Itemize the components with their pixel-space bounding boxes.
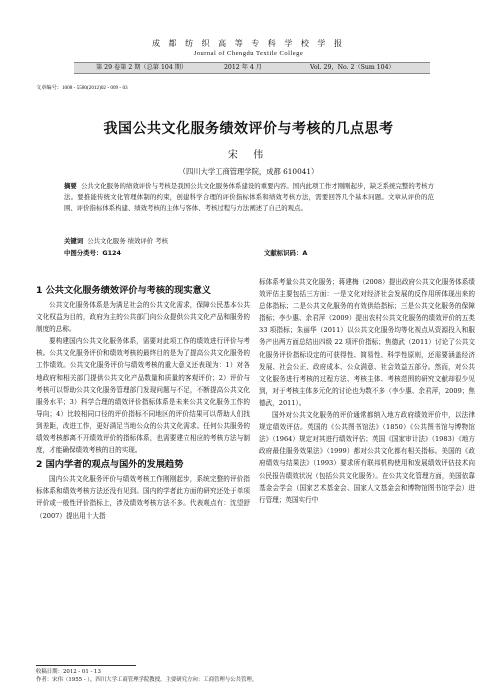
footnote-divider	[36, 665, 136, 666]
left-paragraph-1: 公共文化服务体系是为满足社会的公共文化需求，保障公民基本公共文化权益为目的，政府为主的公共部门向公众提供公共文化产品和服务的制度的总称。	[36, 301, 250, 334]
abstract-label: 摘要	[64, 182, 77, 190]
author-bio: 作者：宋伟（1955 - ），四川大学工商管理学院教授。主要研究方向：工商管理与公共管理。	[36, 677, 258, 683]
right-paragraph-2: 国外对公共文化服务的评价通常都纳入地方政府绩效评价中，以法律规定绩效评估。英国的《公共图书馆法》（1850）《公共图书馆与博物馆法》（1964）规定对其进行绩效评估；英国《国家审计法》（1983）《地方政府最佳服务效果法》（1999）都对公共文化都有相关指标。美国的《政府绩效与结果法》（1993）要求所有联邦机构使用和发展绩效评估技术向公民报告绩效状况（包括公共文化服务）。在公共文化管理方面，美国依靠基金会学会（国家艺术基金会、国家人文基金会和博物馆图书馆学会）进行管理；英国实行中	[259, 411, 475, 504]
classification-number	[64, 248, 121, 257]
footnote	[36, 668, 257, 684]
article-title: 我国公共文化服务绩效评价与考核的几点思考	[103, 121, 394, 137]
class-value: G124	[102, 249, 121, 257]
section-2-heading: 2 国内学者的观点与国外的发展趋势	[36, 459, 184, 471]
keywords-label: 关键词	[64, 237, 84, 245]
article-number: 文章编号：1008 - 5580(2012)02 - 009 - 03	[36, 85, 128, 91]
issue-bar	[74, 62, 430, 74]
received-date: 收稿日期：2012 - 01 - 13	[36, 669, 101, 675]
journal-name-en: Journal of Chengdu Textile College	[193, 50, 304, 57]
abstract	[64, 181, 434, 213]
document-code	[264, 248, 307, 257]
doc-code-label: 文献标识码：	[264, 249, 303, 257]
doc-code-value: A	[302, 249, 308, 257]
left-paragraph-3: 国内公共文化服务评价与绩效考核工作刚刚起步，系统完整的评价指标体系和绩效考核方法还没有见到。国内的学者此方面的研究还处于单项评价或一般性评价指标上，涉及绩效考核方法不多。代表观点有：沈望舒（2007）提出用十大指	[36, 475, 250, 520]
author-affiliation: （四川大学工商管理学院，成都 610041）	[178, 167, 319, 176]
issue-date: 2012 年 4 月	[224, 64, 262, 71]
left-column	[36, 282, 250, 522]
keywords-text: 公共文化服务 绩效评价 考核	[87, 237, 168, 245]
author-name: 宋 伟	[227, 150, 270, 161]
section-1-heading: 1 公共文化服务绩效评价与考核的现实意义	[36, 285, 211, 296]
right-paragraph-1: 标体系考量公共文化服务；蒋建梅（2008）提出政府公共文化服务体系绩效评估主要包括三方面：一是文化对经济社会发展的反作用所体现出来的总体指标；二是公共文化服务的有效供给指标；三是公共文化服务的保障指标；李少惠、余君萍（2009）提出农村公共文化服务的绩效评价的五类 33 项指标；朱丽华（2011）以公共文化服务均等化视点从资源投入和服务产出两方面总结出四级 22 项评价指标；焦德武（2011）讨论了公共文化服务评价指标设定的可获得性、简易性、科学性原则，还需要涵盖经济发展、社会公正、政府成本、公众满意、社会效益五部分。然而，对公共文化服务进行考核的过程方法、考核主体、考核范围的研究文献却很少见到，对于考核主体多元化的讨论也为数不多（李少惠、余君萍，2009；焦德武，2011）。	[259, 278, 475, 407]
right-column	[259, 276, 475, 506]
left-paragraph-2: 要构建国内公共文化服务体系，需要对此项工作的绩效进行评价与考核。公共文化服务评价和绩效考核的最终目的是为了提高公共文化服务的工作绩效。公共文化服务评价与绩效考核的重大意义还表现为：1）对各地政府和相关部门提供公共文化产品数量和质量的客观评价；2）评价与考核可以帮助公共文化服务管理部门发现问题与不足，不断提高公共文化服务水平；3）科学合理的绩效评价指标体系是未来公共文化服务工作的导向；4）比较相同口径的评价指标不同地区的评价结果可以帮助人们找到差距，改进工作，更好满足当地公众的公共文化需求。任何公共服务的绩效考核都离不开绩效评价的指标体系，也需要建立相应的考核方法与制度，才能确保绩效考核的目的实现。	[36, 337, 250, 455]
abstract-text: 公共文化服务的绩效评价与考核是我国公共文化服务体系建设的重要内容。国内此项工作才刚刚起步，缺乏系统完整的考核方法。要推能传统文化管理体制的约束，创建科学合理的评价指标体系和绩效考核方法，需要回答几个基本问题。文章从评价的范围、评价指标体系构建、绩效考核的主体与客体、考核过程与方法阐述了自己的观点。	[64, 182, 434, 212]
class-label: 中图分类号：	[64, 249, 103, 257]
journal-name-cn: 成 都 纺 织 高 等 专 科 学 校 学 报	[152, 39, 345, 48]
keywords	[64, 236, 168, 245]
volume-cn: 第 29 卷第 2 期（总第 104 期）	[96, 64, 188, 71]
volume-en: Vol. 29，No. 2（Sum 104）	[310, 64, 395, 71]
